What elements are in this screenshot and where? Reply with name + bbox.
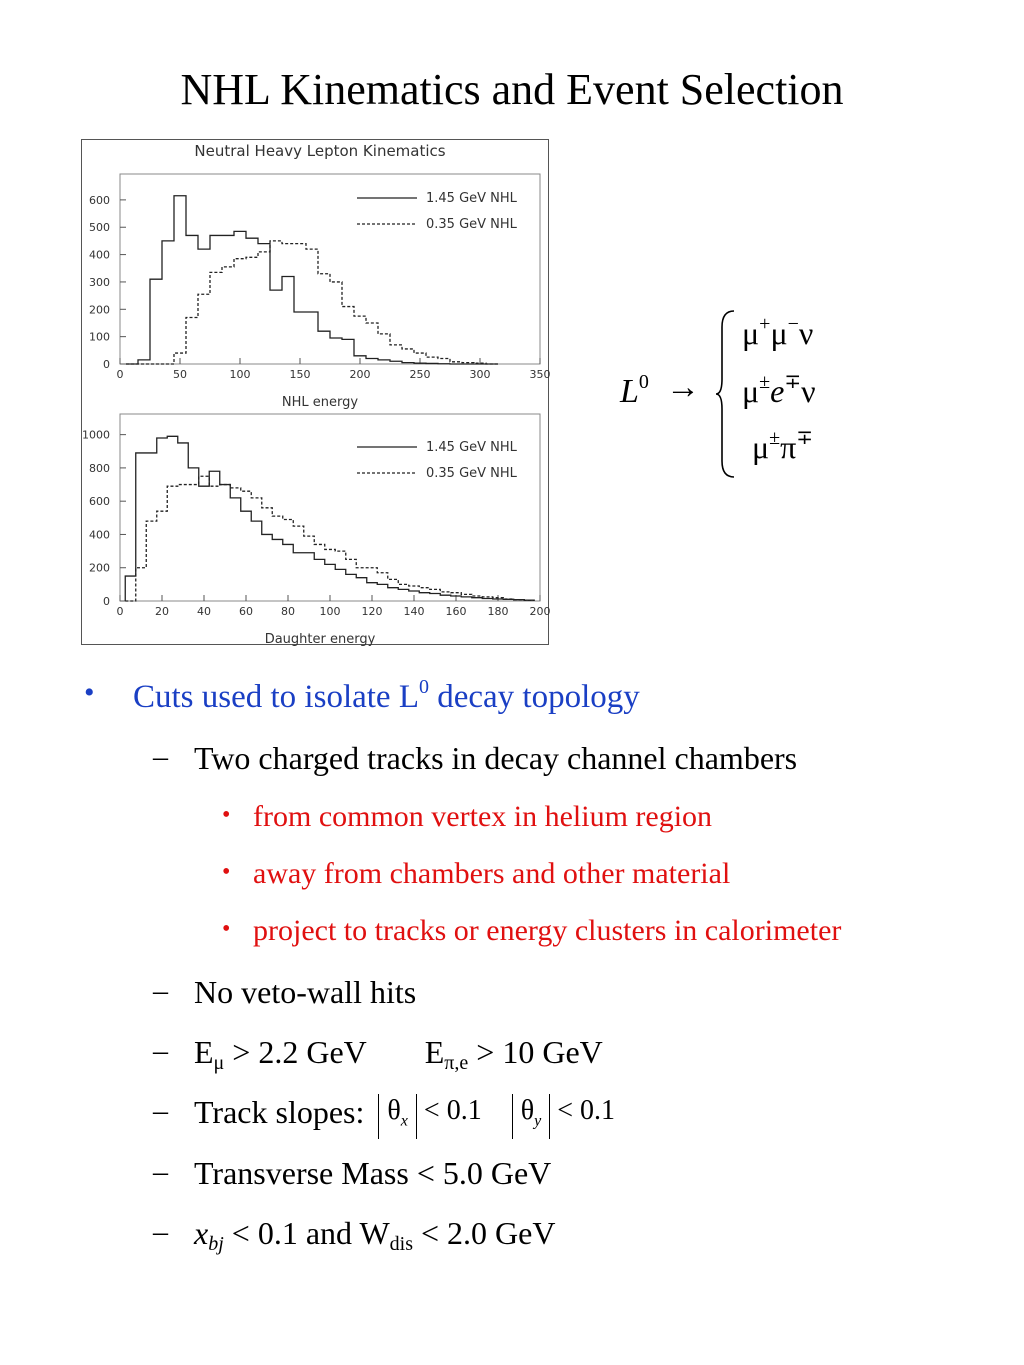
xbj-sub: bj [208, 1233, 224, 1255]
legend-label: 1.45 GeV NHL [426, 440, 517, 455]
decay-parent [620, 371, 649, 411]
sub-bullet-marker: • [222, 916, 231, 942]
sub-item-vertex: from common vertex in helium region [253, 800, 713, 833]
sub-bullet-marker: • [222, 859, 231, 885]
slope-y [512, 1095, 616, 1130]
y-tick-label: 400 [89, 528, 110, 542]
sub-bullet-marker: • [222, 802, 231, 828]
y-tick-label: 0 [103, 595, 110, 608]
theta-symbol: θ [520, 1095, 535, 1126]
x-tick-label: 100 [229, 368, 251, 381]
slope-x [378, 1095, 482, 1130]
x-tick-label: 140 [403, 605, 425, 618]
theta-sub: x [400, 1112, 408, 1130]
x-tick-label: 200 [529, 605, 550, 618]
energy-cut: > 2.2 GeV [224, 1034, 367, 1070]
channel-charge: ∓ [796, 427, 814, 449]
channel-particle: ν [798, 315, 814, 351]
x-tick-label: 80 [281, 605, 295, 618]
wdis-sub: dis [389, 1233, 413, 1255]
sub-item-project: project to tracks or energy clusters in calorimeter [253, 914, 842, 947]
energy-sub: μ [213, 1052, 225, 1074]
decay-channel-3 [752, 425, 813, 466]
y-tick-label: 600 [89, 193, 110, 207]
channel-particle: μ [770, 315, 788, 351]
slopes-label: Track slopes: [194, 1094, 365, 1130]
channel-charge: ± [759, 371, 771, 393]
channel-charge: + [759, 313, 771, 335]
x-tick-label: 100 [319, 605, 341, 618]
cut-tracks: Two charged tracks in decay channel chambers [194, 740, 798, 776]
theta-sub: y [534, 1112, 542, 1130]
cut-xbj-wdis [194, 1215, 555, 1256]
decay-channel-2 [742, 369, 816, 410]
slope-cut: < 0.1 [550, 1095, 616, 1126]
chart-title: Neutral Heavy Lepton Kinematics [194, 142, 446, 160]
y-tick-label: 200 [89, 303, 110, 317]
main-bullet-text: Cuts used to isolate L [133, 679, 419, 715]
sub-item-away: away from chambers and other material [253, 857, 731, 890]
parent-charge: 0 [638, 371, 649, 393]
dash-marker: – [153, 740, 168, 773]
wdis-cut: < 2.0 GeV [412, 1215, 556, 1251]
channel-particle: μ [742, 315, 760, 351]
x-tick-label: 250 [409, 368, 431, 381]
main-bullet [133, 676, 640, 716]
dash-marker: – [153, 974, 168, 1007]
energy-symbol: E [194, 1034, 214, 1070]
slide-title: NHL Kinematics and Event Selection [180, 65, 844, 114]
slope-cut: < 0.1 [416, 1095, 482, 1126]
brace-icon [714, 309, 738, 479]
cut-slopes [194, 1094, 615, 1143]
cut-veto: No veto-wall hits [194, 974, 417, 1010]
energy-symbol: E [424, 1034, 445, 1070]
x-tick-label: 0 [116, 368, 124, 381]
y-tick-label: 600 [89, 495, 110, 509]
decay-channels-equation [620, 305, 880, 480]
main-bullet-tail: decay topology [428, 679, 640, 715]
decay-channel-1 [742, 313, 813, 352]
y-tick-label: 800 [89, 461, 110, 475]
theta-symbol: θ [387, 1095, 401, 1126]
channel-charge: ∓ [784, 371, 802, 393]
channel-particle: e [770, 373, 785, 409]
legend-label: 0.35 GeV NHL [426, 217, 517, 232]
dash-marker: – [153, 1094, 168, 1127]
channel-particle: ν [801, 373, 816, 409]
channel-particle: μ [752, 429, 770, 465]
parent-symbol: L [620, 373, 639, 410]
channel-particle: μ [742, 373, 760, 409]
histogram-series-2 [125, 476, 535, 601]
y-tick-label: 400 [89, 248, 110, 262]
x-tick-label: 60 [239, 605, 253, 618]
cut-transverse-mass: Transverse Mass < 5.0 GeV [194, 1155, 552, 1191]
cut-energy [194, 1034, 603, 1075]
x-tick-label: 200 [349, 368, 371, 381]
legend-label: 1.45 GeV NHL [426, 191, 517, 206]
x-tick-label: 120 [361, 605, 383, 618]
histogram-series-2 [126, 241, 498, 364]
x-tick-label: 0 [116, 605, 124, 618]
x-tick-label: 20 [155, 605, 169, 618]
y-tick-label: 100 [89, 330, 110, 344]
x-tick-label: 180 [487, 605, 509, 618]
dash-marker: – [153, 1215, 168, 1248]
energy-sub: π,e [444, 1052, 469, 1074]
arrow-icon: → [666, 369, 700, 406]
channel-charge: ± [769, 427, 781, 449]
x-tick-label: 40 [197, 605, 211, 618]
y-tick-label: 500 [89, 221, 110, 235]
xbj-cut: < 0.1 and W [223, 1215, 390, 1251]
channel-particle: π [780, 429, 797, 465]
bullet-marker: • [84, 676, 95, 709]
legend-label: 0.35 GeV NHL [426, 466, 517, 481]
x-tick-label: 300 [469, 368, 491, 381]
dash-marker: – [153, 1034, 168, 1067]
y-tick-label: 1000 [82, 428, 110, 442]
y-tick-label: 200 [89, 561, 110, 575]
energy-cut: > 10 GeV [468, 1034, 603, 1070]
x-tick-label: 50 [173, 368, 187, 381]
x-tick-label: 150 [289, 368, 311, 381]
main-bullet-sup: 0 [418, 676, 429, 698]
x-axis-label: Daughter energy [264, 632, 376, 646]
histogram-plots [82, 140, 550, 646]
y-tick-label: 300 [89, 275, 110, 289]
x-tick-label: 160 [445, 605, 467, 618]
histogram-series-1 [125, 436, 535, 601]
channel-charge: − [787, 313, 799, 335]
xbj-symbol: x [194, 1215, 209, 1251]
y-tick-label: 0 [103, 358, 110, 371]
x-axis-label: NHL energy [281, 395, 359, 410]
x-tick-label: 350 [529, 368, 550, 381]
nhl-kinematics-figure [81, 139, 549, 645]
dash-marker: – [153, 1155, 168, 1188]
